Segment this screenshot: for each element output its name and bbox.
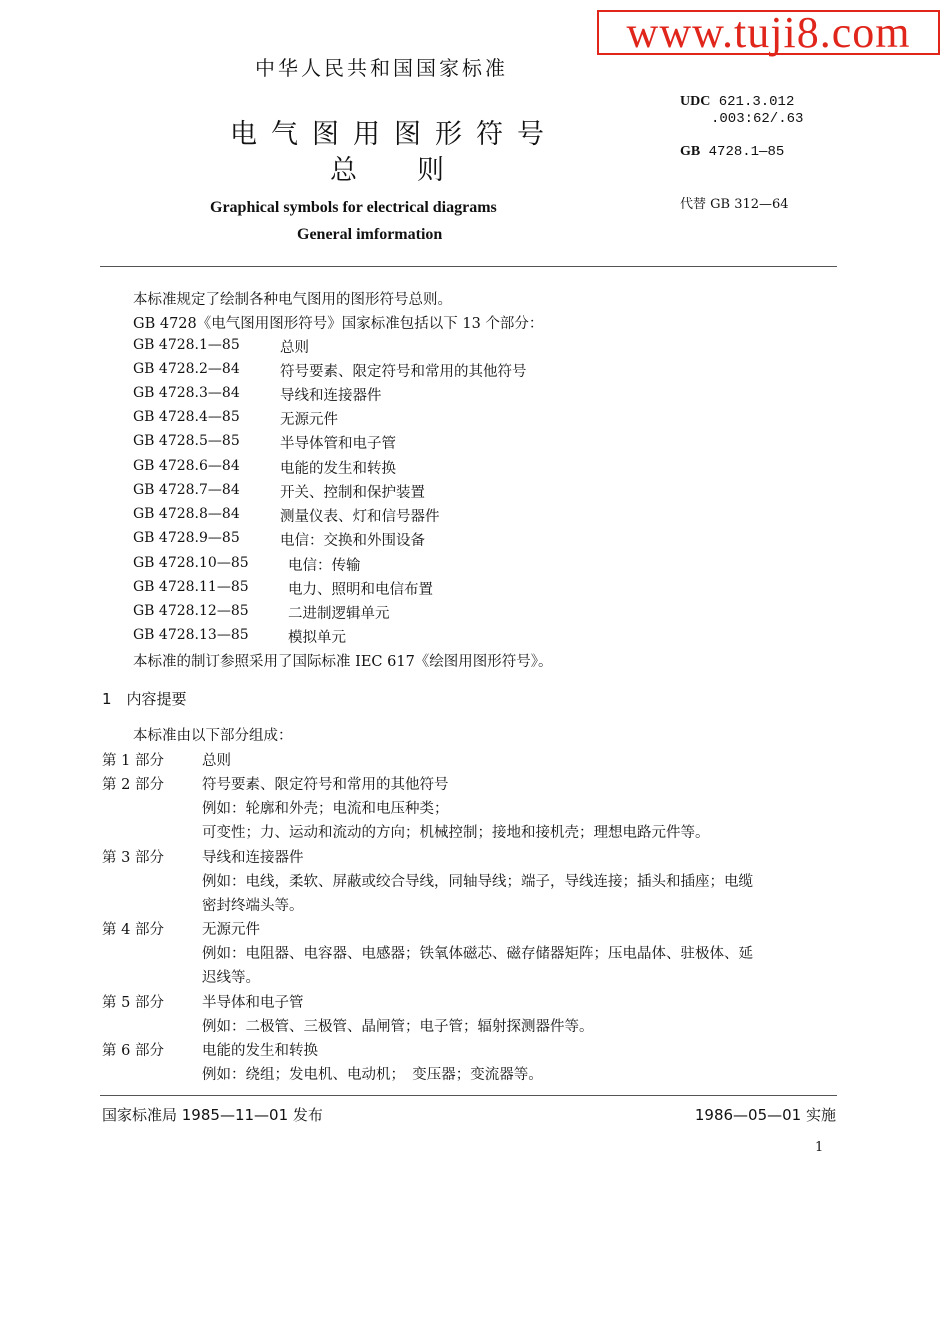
standard-title: 半导体管和电子管 — [280, 436, 396, 452]
standard-title: 测量仪表、灯和信号器件 — [280, 509, 440, 525]
replaces-note: 代替 GB 312—64 — [680, 197, 789, 212]
udc-code-continued: .003:62/.63 — [711, 111, 804, 127]
standard-org-header: 中华人民共和国国家标准 — [255, 56, 508, 80]
intro-line-1: 本标准规定了绘制各种电气图用的图形符号总则。 — [133, 292, 452, 308]
part-text: 例如：轮廓和外壳；电流和电压种类； — [202, 801, 449, 817]
standard-code: GB 4728.10—85 — [133, 555, 249, 571]
part-label: 第 6 部分 — [102, 1043, 164, 1059]
part-text: 例如：电阻器、电容器、电感器；铁氧体磁芯、磁存储器矩阵；压电晶体、驻极体、延 — [202, 946, 753, 962]
intro-line-2: GB 4728《电气图用图形符号》国家标准包括以下 13 个部分： — [133, 316, 544, 332]
page-number: 1 — [815, 1140, 824, 1155]
standard-code: GB 4728.11—85 — [133, 579, 249, 595]
standard-title: 符号要素、限定符号和常用的其他符号 — [280, 364, 527, 380]
udc-value: 621.3.012 — [718, 94, 795, 110]
standard-code: GB 4728.7—84 — [133, 482, 240, 498]
udc-label: UDC — [680, 94, 711, 109]
standard-code: GB 4728.12—85 — [133, 603, 249, 619]
part-text: 密封终端头等。 — [202, 898, 304, 914]
header-divider — [100, 266, 837, 267]
part-text: 可变性；力、运动和流动的方向；机械控制；接地和接机壳；理想电路元件等。 — [202, 825, 710, 841]
gb-code — [680, 144, 784, 160]
part-text: 半导体和电子管 — [202, 995, 304, 1011]
document-subtitle-en: General imformation — [297, 226, 443, 243]
standard-code: GB 4728.13—85 — [133, 627, 249, 643]
standard-code: GB 4728.2—84 — [133, 361, 240, 377]
part-text: 无源元件 — [202, 922, 260, 938]
standard-title: 电信：传输 — [288, 558, 361, 574]
standard-title: 二进制逻辑单元 — [288, 606, 390, 622]
standard-title: 总则 — [280, 340, 309, 356]
section-heading: 1 内容提要 — [102, 690, 187, 708]
standard-title: 无源元件 — [280, 412, 338, 428]
effective-date: 1986—05—01 实施 — [694, 1106, 836, 1124]
standard-code: GB 4728.8—84 — [133, 506, 240, 522]
part-label: 第 1 部分 — [102, 753, 164, 769]
part-text: 例如：电线，柔软、屏蔽或绞合导线，同轴导线；端子，导线连接；插头和插座；电缆 — [202, 874, 753, 890]
footer-divider — [100, 1095, 837, 1096]
watermark-logo: www.tuji8.com — [597, 10, 940, 55]
part-text: 迟线等。 — [202, 970, 260, 986]
standard-code: GB 4728.6—84 — [133, 458, 240, 474]
part-label: 第 2 部分 — [102, 777, 164, 793]
document-title-en: Graphical symbols for electrical diagrams — [210, 199, 497, 216]
gb-label: GB — [680, 144, 701, 159]
standard-title: 导线和连接器件 — [280, 388, 382, 404]
standard-code: GB 4728.1—85 — [133, 337, 240, 353]
standard-code: GB 4728.3—84 — [133, 385, 240, 401]
standard-title: 电信：交换和外围设备 — [280, 533, 425, 549]
part-text: 例如：二极管、三极管、晶闸管；电子管；辐射探测器件等。 — [202, 1019, 594, 1035]
standard-code: GB 4728.9—85 — [133, 530, 240, 546]
iec-reference-note: 本标准的制订参照采用了国际标准 IEC 617《绘图用图形符号》。 — [133, 654, 553, 670]
standard-code: GB 4728.5—85 — [133, 433, 240, 449]
document-subtitle-zh: 总则 — [330, 155, 504, 186]
standard-title: 模拟单元 — [288, 630, 346, 646]
gb-value: 4728.1—85 — [708, 144, 785, 160]
udc-code — [680, 94, 794, 110]
part-text: 例如：绕组；发电机、电动机； 变压器；变流器等。 — [202, 1067, 543, 1083]
part-label: 第 3 部分 — [102, 850, 164, 866]
section-lead: 本标准由以下部分组成： — [133, 728, 293, 744]
part-text: 导线和连接器件 — [202, 850, 304, 866]
part-label: 第 5 部分 — [102, 995, 164, 1011]
standard-code: GB 4728.4—85 — [133, 409, 240, 425]
standard-title: 开关、控制和保护装置 — [280, 485, 425, 501]
standard-title: 电力、照明和电信布置 — [288, 582, 433, 598]
part-text: 符号要素、限定符号和常用的其他符号 — [202, 777, 449, 793]
part-text: 电能的发生和转换 — [202, 1043, 318, 1059]
standard-title: 电能的发生和转换 — [280, 461, 396, 477]
issue-date: 国家标准局 1985—11—01 发布 — [102, 1106, 323, 1124]
document-title-zh: 电气图用图形符号 — [230, 119, 558, 150]
part-text: 总则 — [202, 753, 231, 769]
part-label: 第 4 部分 — [102, 922, 164, 938]
